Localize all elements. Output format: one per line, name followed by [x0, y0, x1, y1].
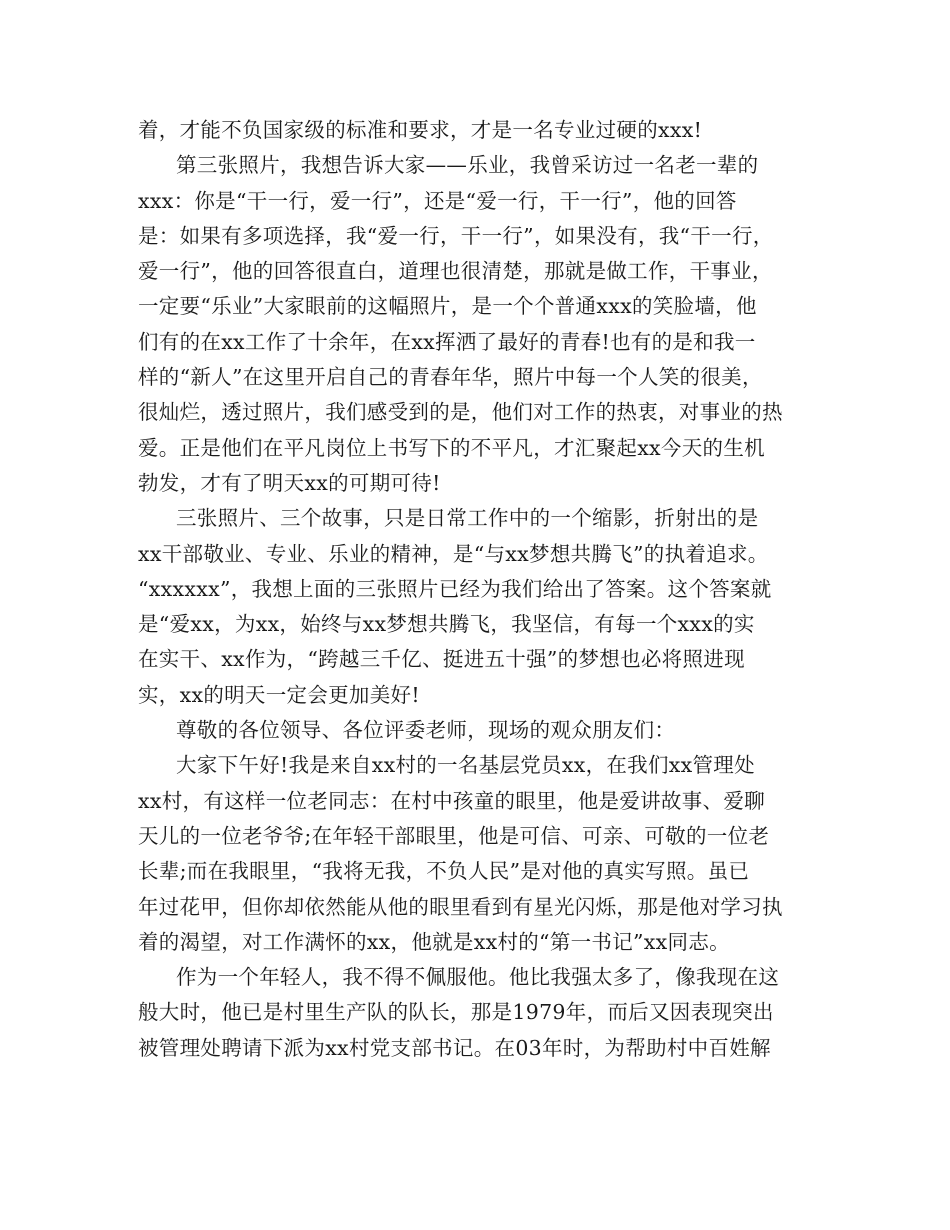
text-line: 勃发，才有了明天xx的可期可待! [138, 470, 441, 495]
text-line: 在实干、xx作为，“跨越三千亿、挺进五十强”的梦想也必将照进现 [138, 647, 745, 672]
document-body [138, 113, 818, 1066]
text-line: 一定要“乐业”大家眼前的这幅照片，是一个个普通xxx的笑脸墙，他 [138, 294, 757, 319]
text-line: 是“爱xx，为xx，始终与xx梦想共腾飞，我坚信，有每一个xxx的实 [138, 612, 755, 637]
text-line: 天儿的一位老爷爷;在年轻干部眼里，他是可信、可亲、可敬的一位老 [138, 823, 770, 848]
text-line: 般大时，他已是村里生产队的队长，那是1979年，而后又因表现突出 [138, 1000, 774, 1025]
text-line: xx干部敬业、专业、乐业的精神，是“与xx梦想共腾飞”的执着追求。 [138, 541, 769, 566]
text-line: 年过花甲，但你却依然能从他的眼里看到有星光闪烁，那是他对学习执 [138, 894, 783, 919]
text-line: 是：如果有多项选择，我“爱一行，干一行”，如果没有，我“干一行， [138, 223, 774, 248]
text-line: 作为一个年轻人，我不得不佩服他。他比我强太多了，像我现在这 [176, 965, 780, 990]
text-line: 尊敬的各位领导、各位评委老师，现场的观众朋友们： [176, 718, 676, 743]
text-line: 着，才能不负国家级的标准和要求，才是一名专业过硬的xxx! [138, 118, 703, 142]
text-line: xxx：你是“干一行，爱一行”，还是“爱一行，干一行”，他的回答 [138, 188, 737, 213]
text-line: “xxxxxx”，我想上面的三张照片已经为我们给出了答案。这个答案就 [138, 576, 772, 601]
text-line: 爱。正是他们在平凡岗位上书写下的不平凡，才汇聚起xx今天的生机 [138, 435, 765, 460]
text-line: 三张照片、三个故事，只是日常工作中的一个缩影，折射出的是 [176, 506, 759, 531]
text-line: 实，xx的明天一定会更加美好! [138, 682, 420, 707]
text-line: xx村，有这样一位老同志：在村中孩童的眼里，他是爱讲故事、爱聊 [138, 788, 765, 813]
text-line: 们有的在xx工作了十余年，在xx挥洒了最好的青春!也有的是和我一 [138, 329, 756, 354]
text-line: 着的渴望，对工作满怀的xx，他就是xx村的“第一书记”xx同志。 [138, 929, 730, 954]
text-line: 爱一行”，他的回答很直白，道理也很清楚，那就是做工作，干事业， [138, 259, 773, 284]
text-line: 样的“新人”在这里开启自己的青春年华，照片中每一个人笑的很美， [138, 365, 763, 390]
text-line: 第三张照片，我想告诉大家——乐业，我曾采访过一名老一辈的 [176, 153, 759, 178]
text-line: 长辈;而在我眼里，“我将无我，不负人民”是对他的真实写照。虽已 [138, 859, 750, 884]
text-line: 被管理处聘请下派为xx村党支部书记。在03年时，为帮助村中百姓解 [138, 1035, 771, 1060]
text-line: 很灿烂，透过照片，我们感受到的是，他们对工作的热衷，对事业的热 [138, 400, 783, 425]
text-line: 大家下午好!我是来自xx村的一名基层党员xx，在我们xx管理处 [176, 753, 755, 778]
